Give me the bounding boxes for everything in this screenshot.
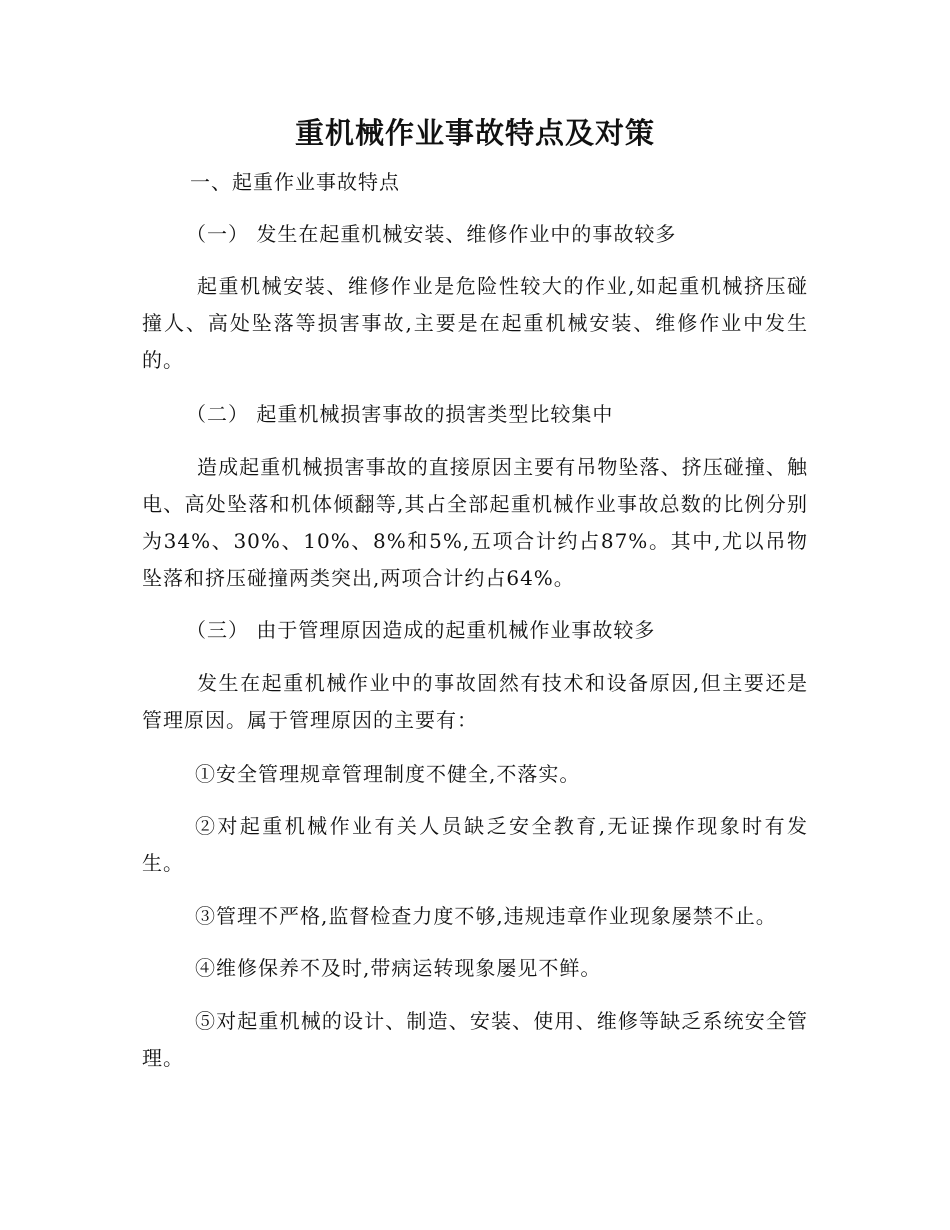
body-paragraph: 造成起重机械损害事故的直接原因主要有吊物坠落、挤压碰撞、触电、高处坠落和机体倾翻等,其占全部起重机械作业事故总数的比例分别为34%、30%、10%、8%和5%,五项合计约占87%。其中,尤以吊物坠落和挤压碰撞两类突出,两项合计约占64%。	[142, 455, 808, 590]
list-item: ④维修保养不及时,带病运转现象屡见不鲜。	[195, 956, 602, 980]
body-paragraph: 发生在起重机械作业中的事故固然有技术和设备原因,但主要还是管理原因。属于管理原因的主要有：	[142, 671, 808, 732]
list-item: ⑤对起重机械的设计、制造、安装、使用、维修等缺乏系统安全管理。	[142, 1009, 808, 1070]
body-paragraph: 起重机械安装、维修作业是危险性较大的作业,如起重机械挤压碰撞人、高处坠落等损害事故,主要是在起重机械安装、维修作业中发生的。	[142, 274, 808, 372]
list-item: ①安全管理规章管理制度不健全,不落实。	[195, 762, 581, 786]
subsection-heading: （二） 起重机械损害事故的损害类型比较集中	[186, 402, 614, 426]
section-heading: 一、起重作业事故特点	[190, 170, 400, 194]
document-title: 重机械作业事故特点及对策	[294, 116, 655, 150]
list-item: ③管理不严格,监督检查力度不够,违规违章作业现象屡禁不止。	[195, 904, 777, 928]
subsection-heading: （一） 发生在起重机械安装、维修作业中的事故较多	[186, 222, 677, 246]
list-item: ②对起重机械作业有关人员缺乏安全教育,无证操作现象时有发生。	[142, 814, 808, 875]
subsection-heading: （三） 由于管理原因造成的起重机械作业事故较多	[186, 618, 656, 642]
